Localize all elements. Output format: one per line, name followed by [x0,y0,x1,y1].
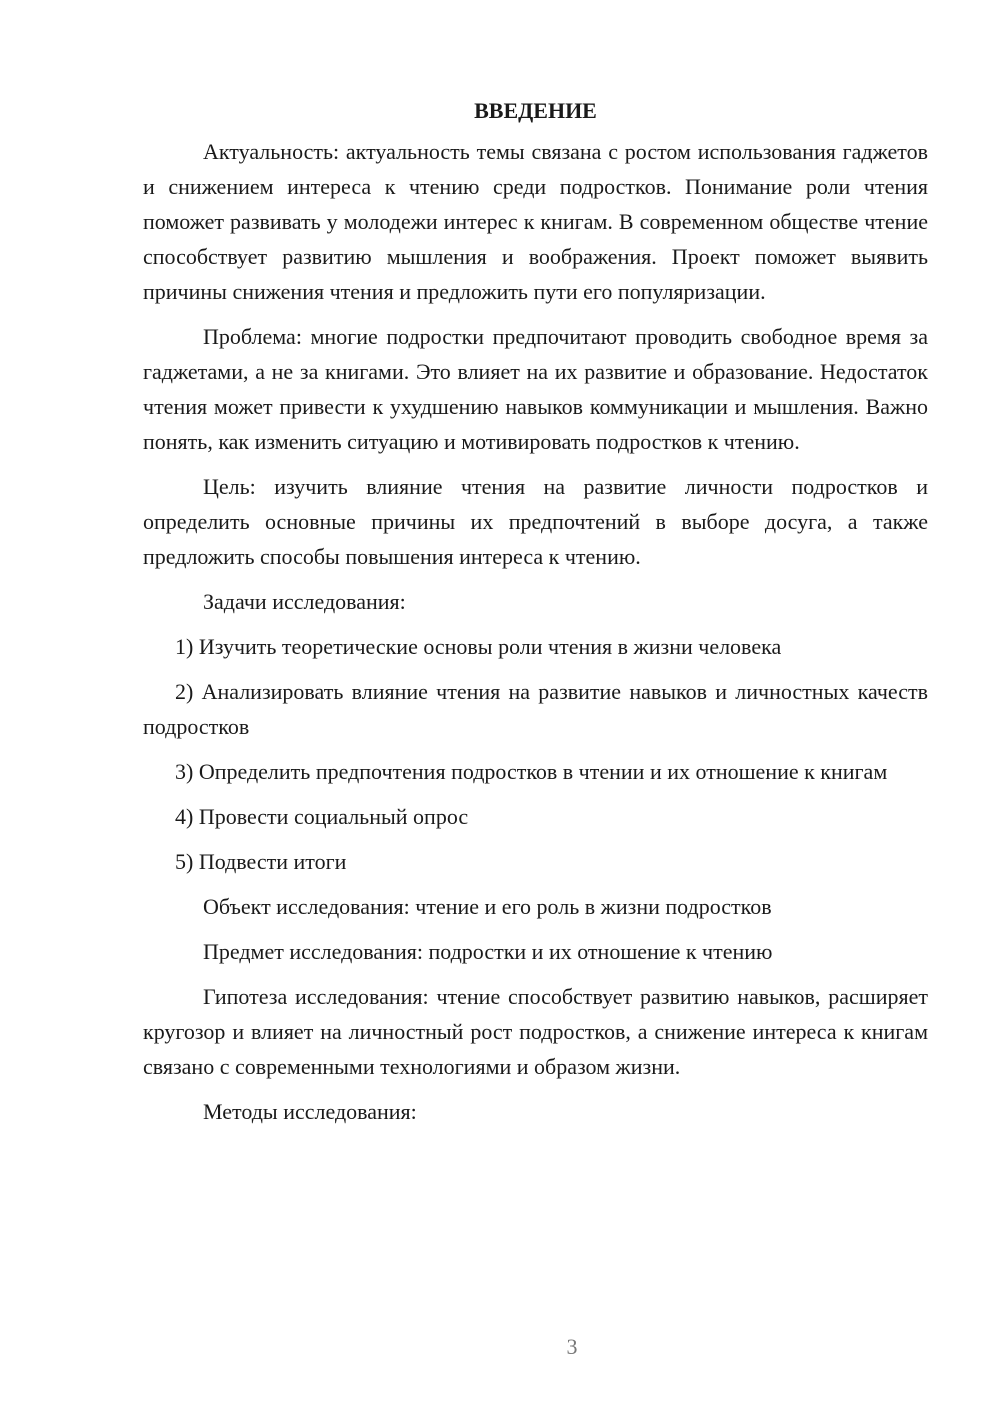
research-methods: Методы исследования: [203,1099,417,1124]
tasks-title: Задачи исследования: [203,589,406,614]
task-item: 2) Анализировать влияние чтения на развитие навыков и личностных качеств подростков [143,679,928,739]
task-item: 4) Провести социальный опрос [175,804,469,829]
section-heading: ВВЕДЕНИЕ [474,98,597,123]
problem-paragraph: Проблема: многие подростки предпочитают проводить свободное время за гаджетами, а не за книгами. Это влияет на их развитие и образование. Недостаток чтения может привести к ухудшению навыков коммуникации и мышления. Важно понять, как изменить ситуацию и мотивировать подростков к чтению. [143,324,928,454]
research-object: Объект исследования: чтение и его роль в жизни подростков [203,894,772,919]
task-item: 3) Определить предпочтения подростков в чтении и их отношение к книгам [175,759,888,784]
research-hypothesis: Гипотеза исследования: чтение способствует развитию навыков, расширяет кругозор и влияет на личностный рост подростков, а снижение интереса к книгам связано с современными технологиями и образом жизни. [143,984,928,1079]
relevance-paragraph: Актуальность: актуальность темы связана с ростом использования гаджетов и снижением интереса к чтению среди подростков. Понимание роли чтения поможет развивать у молодежи интерес к книгам. В современном обществе чтение способствует развитию мышления и воображения. Проект поможет выявить причины снижения чтения и предложить пути его популяризации. [143,139,928,304]
research-subject: Предмет исследования: подростки и их отношение к чтению [203,939,773,964]
task-item: 5) Подвести итоги [175,849,347,874]
page-number: 3 [566,1334,578,1359]
task-item: 1) Изучить теоретические основы роли чтения в жизни человека [175,634,782,659]
page-content [143,96,928,1139]
goal-paragraph: Цель: изучить влияние чтения на развитие личности подростков и определить основные причины их предпочтений в выборе досуга, а также предложить способы повышения интереса к чтению. [143,474,928,569]
